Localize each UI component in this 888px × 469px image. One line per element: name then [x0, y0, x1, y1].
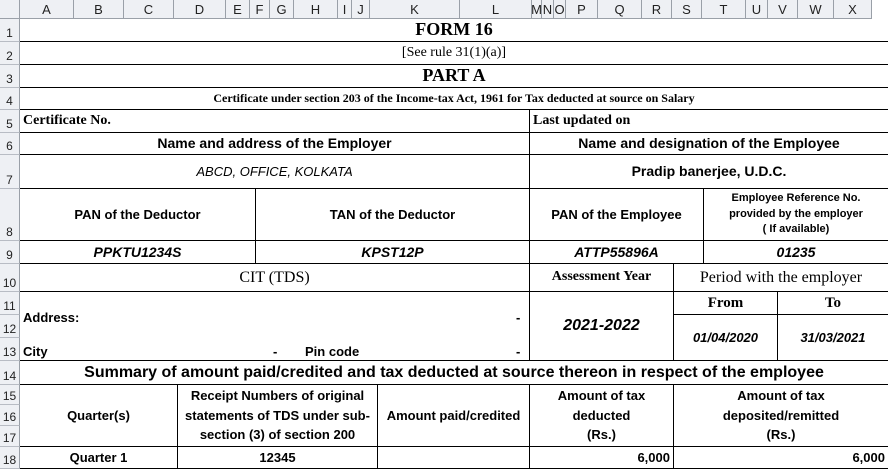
to-label[interactable]: To [778, 292, 888, 315]
column-header-t[interactable]: T [702, 0, 746, 19]
tax-deducted-line2: deducted [572, 407, 631, 423]
row-header-17[interactable]: 17 [0, 426, 20, 447]
receipt-numbers-header[interactable] [178, 385, 378, 447]
column-header-p[interactable]: P [566, 0, 598, 19]
column-header-g[interactable]: G [270, 0, 294, 19]
quarter-header[interactable]: Quarter(s) [20, 385, 178, 447]
assessment-year-label[interactable]: Assessment Year [530, 264, 674, 292]
receipt-header-line1: Receipt Numbers of original [190, 388, 365, 404]
period-label[interactable]: Period with the employer [674, 264, 888, 292]
column-header-i[interactable]: I [338, 0, 352, 19]
pan-deductor-label[interactable]: PAN of the Deductor [20, 189, 256, 241]
rule-reference[interactable]: [See rule 31(1)(a)] [20, 42, 888, 65]
column-header-k[interactable]: K [370, 0, 460, 19]
column-header-d[interactable]: D [174, 0, 226, 19]
column-header-f[interactable]: F [250, 0, 270, 19]
tan-deductor-label[interactable]: TAN of the Deductor [256, 189, 530, 241]
select-all-corner[interactable] [0, 0, 20, 19]
row-header-1[interactable]: 1 [0, 19, 20, 42]
certificate-heading[interactable]: Certificate under section 203 of the Income-tax Act, 1961 for Tax deducted at source on Salary [20, 88, 888, 110]
pin-code-label: Pin code [305, 344, 360, 359]
row-header-11[interactable]: 11 [0, 292, 20, 315]
column-header-v[interactable]: V [768, 0, 798, 19]
tax-deducted-line1: Amount of tax [557, 388, 646, 404]
tax-deposited-line2: deposited/remitted [722, 407, 840, 423]
employee-heading[interactable]: Name and designation of the Employee [530, 133, 888, 155]
certificate-no-label[interactable]: Certificate No. [20, 110, 530, 133]
city-label: City [23, 344, 48, 359]
from-label[interactable]: From [674, 292, 778, 315]
summary-heading[interactable]: Summary of amount paid/credited and tax deducted at source thereon in respect of the employee [20, 361, 888, 385]
row-header-14[interactable]: 14 [0, 361, 20, 385]
column-header-o[interactable]: O [554, 0, 566, 19]
tax-deposited-line1: Amount of tax [737, 388, 825, 404]
employee-reference-value[interactable]: 01235 [704, 241, 888, 264]
column-header-b[interactable]: B [74, 0, 124, 19]
pin-code-dash: - [516, 344, 521, 359]
row-header-5[interactable]: 5 [0, 110, 20, 133]
tax-deducted-line3: (Rs.) [587, 427, 616, 443]
row-header-2[interactable]: 2 [0, 42, 20, 65]
column-header-x[interactable]: X [834, 0, 872, 19]
row-header-15[interactable]: 15 [0, 385, 20, 405]
row-header-6[interactable]: 6 [0, 133, 20, 155]
employer-heading[interactable]: Name and address of the Employer [20, 133, 530, 155]
column-header-a[interactable]: A [20, 0, 74, 19]
address-label: Address: [23, 310, 80, 325]
last-updated-label[interactable]: Last updated on [530, 110, 888, 133]
tan-deductor-value[interactable]: KPST12P [256, 241, 530, 264]
form-title[interactable]: FORM 16 [20, 19, 888, 42]
tax-deposited-line3: (Rs.) [766, 427, 796, 443]
quarter1-tax-deposited[interactable]: 6,000 [674, 447, 888, 469]
quarter1-label[interactable]: Quarter 1 [20, 447, 178, 469]
row-header-12[interactable]: 12 [0, 315, 20, 338]
employee-reference-label-line1: Employee Reference No. [731, 191, 861, 204]
row-header-3[interactable]: 3 [0, 65, 20, 88]
row-header-8[interactable]: 8 [0, 189, 20, 241]
row-header-9[interactable]: 9 [0, 241, 20, 264]
cit-tds-label[interactable]: CIT (TDS) [20, 264, 530, 292]
tax-deducted-header[interactable] [530, 385, 674, 447]
row-header-7[interactable]: 7 [0, 155, 20, 189]
pan-deductor-value[interactable]: PPKTU1234S [20, 241, 256, 264]
employee-reference-label-line3: ( If available) [762, 223, 830, 236]
employer-name[interactable]: ABCD, OFFICE, KOLKATA [20, 155, 530, 189]
employee-reference-label-line2: provided by the employer [729, 207, 863, 220]
column-header-q[interactable]: Q [598, 0, 642, 19]
column-header-m[interactable]: M [532, 0, 542, 19]
column-header-w[interactable]: W [798, 0, 834, 19]
employee-name[interactable]: Pradip banerjee, U.D.C. [530, 155, 888, 189]
column-header-s[interactable]: S [672, 0, 702, 19]
row-header-10[interactable]: 10 [0, 264, 20, 292]
part-a-heading[interactable]: PART A [20, 65, 888, 88]
row-header-18[interactable]: 18 [0, 447, 20, 469]
column-header-u[interactable]: U [746, 0, 768, 19]
column-header-c[interactable]: C [124, 0, 174, 19]
row-header-13[interactable]: 13 [0, 338, 20, 361]
quarter1-amount-paid[interactable] [378, 447, 530, 469]
assessment-year-value[interactable]: 2021-2022 [530, 292, 674, 361]
row-header-4[interactable]: 4 [0, 88, 20, 110]
quarter1-tax-deducted[interactable]: 6,000 [530, 447, 674, 469]
to-date-value[interactable]: 31/03/2021 [778, 315, 888, 361]
pan-employee-value[interactable]: ATTP55896A [530, 241, 704, 264]
address-dash: - [516, 310, 521, 325]
column-header-r[interactable]: R [642, 0, 672, 19]
column-header-e[interactable]: E [226, 0, 250, 19]
receipt-header-line3: section (3) of section 200 [199, 427, 356, 443]
receipt-header-line2: statements of TDS under sub- [185, 407, 370, 423]
pan-employee-label[interactable]: PAN of the Employee [530, 189, 704, 241]
column-header-n[interactable]: N [542, 0, 554, 19]
quarter1-receipt[interactable]: 12345 [178, 447, 378, 469]
column-header-l[interactable]: L [460, 0, 532, 19]
amount-paid-header[interactable]: Amount paid/credited [378, 385, 530, 447]
tax-deposited-header[interactable] [674, 385, 888, 447]
column-header-h[interactable]: H [294, 0, 338, 19]
city-dash: - [273, 344, 278, 359]
from-date-value[interactable]: 01/04/2020 [674, 315, 778, 361]
employee-reference-label[interactable] [704, 189, 888, 241]
row-header-16[interactable]: 16 [0, 405, 20, 426]
column-header-j[interactable]: J [352, 0, 370, 19]
